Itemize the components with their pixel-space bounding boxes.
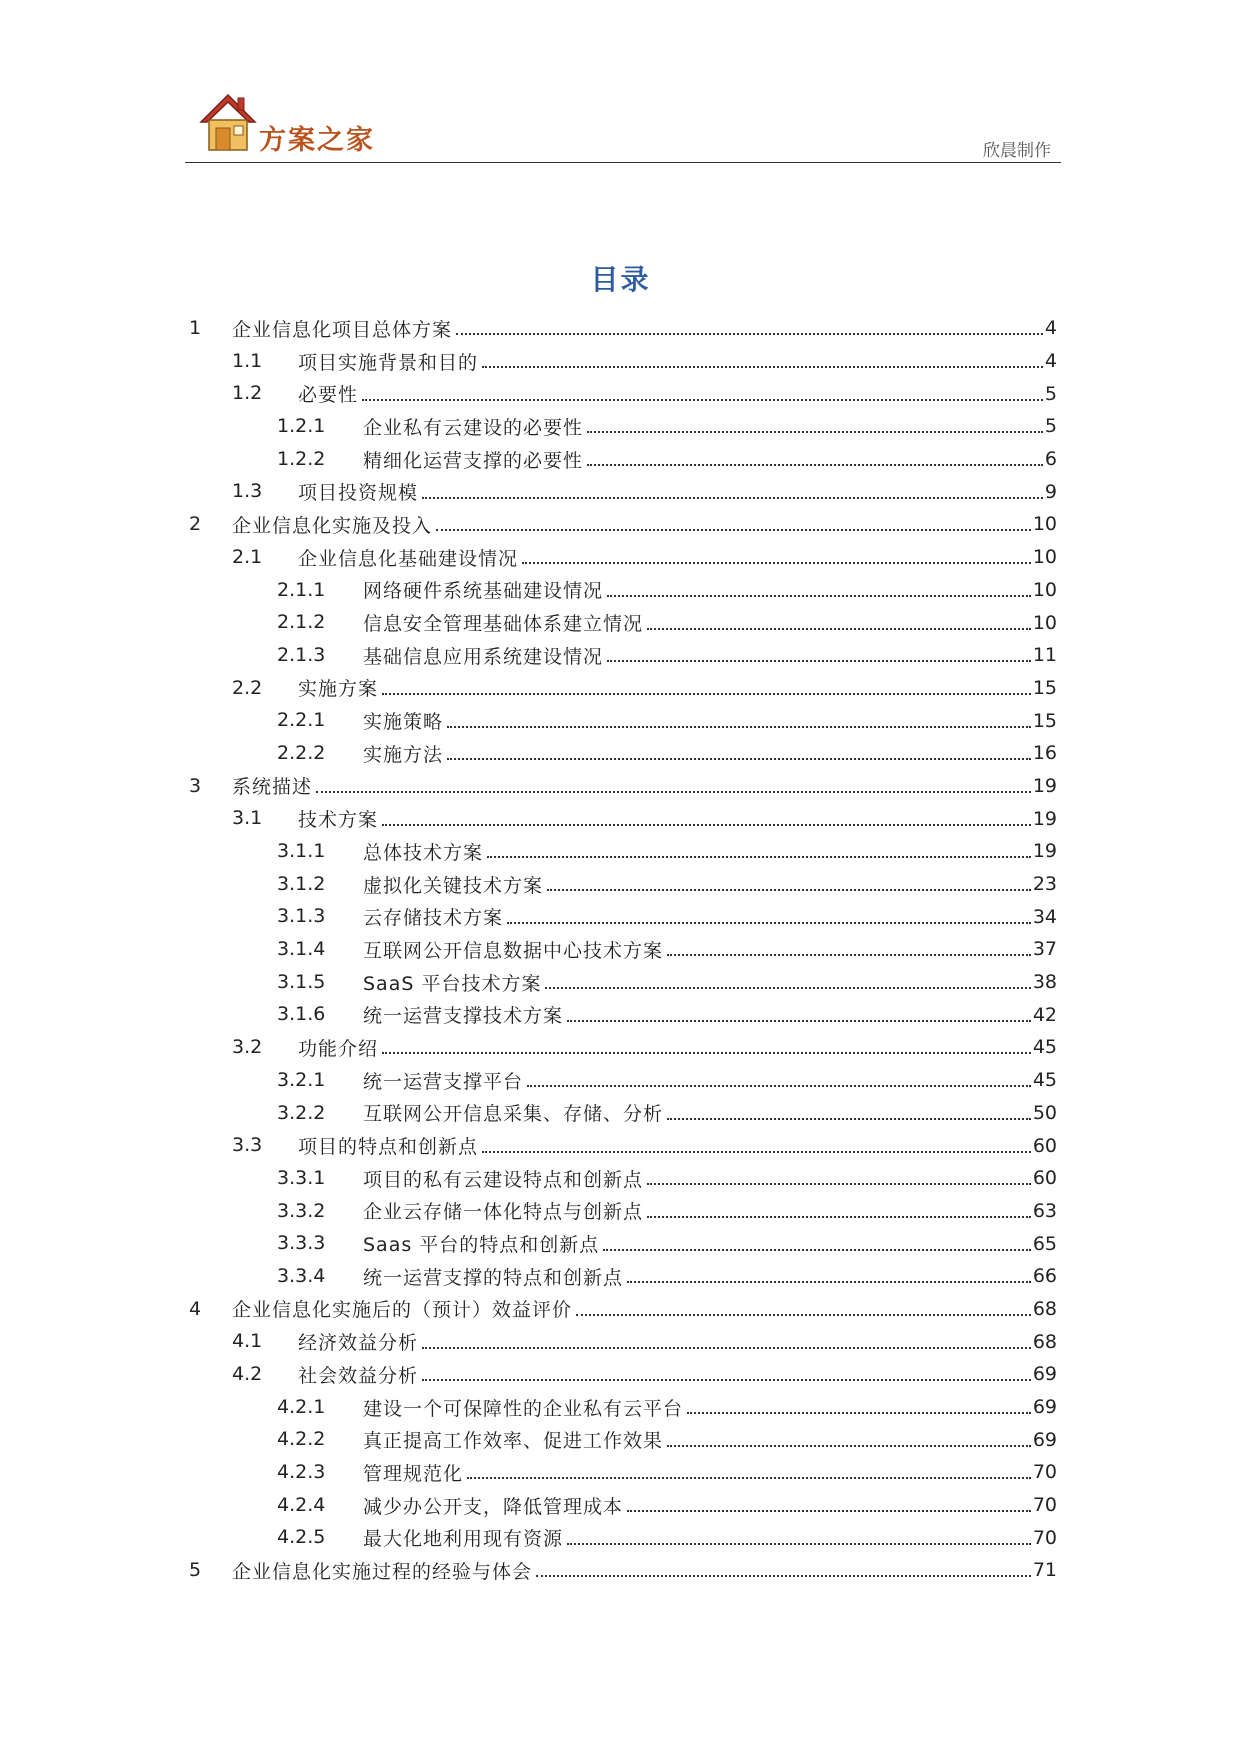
toc-entry-title: 企业信息化实施过程的经验与体会 (232, 1560, 533, 1583)
dot-leader (522, 562, 1031, 564)
toc-entry-body (363, 933, 1057, 966)
toc-entry[interactable] (189, 1195, 1057, 1228)
toc-entry-page: 45 (1032, 1036, 1057, 1059)
toc-entry[interactable] (189, 1129, 1057, 1162)
toc-entry-title: 网络硬件系统基础建设情况 (363, 580, 604, 603)
dot-leader (422, 497, 1043, 499)
toc-entry-page: 19 (1032, 774, 1057, 797)
toc-entry-title: 经济效益分析 (298, 1332, 419, 1355)
toc-entry-page: 37 (1032, 938, 1057, 961)
toc-entry-number: 4.2.3 (277, 1461, 326, 1484)
toc-entry[interactable] (189, 900, 1057, 933)
toc-entry-title: 精细化运营支撑的必要性 (363, 449, 584, 472)
toc-entry-body (363, 900, 1057, 933)
toc-entry-number: 3.1.5 (277, 970, 326, 993)
toc-entry[interactable] (189, 443, 1057, 476)
toc-entry-page: 9 (1044, 480, 1057, 503)
toc-entry-page: 68 (1032, 1330, 1057, 1353)
toc-entry-number: 1.2.1 (277, 415, 326, 438)
toc-entry[interactable] (189, 802, 1057, 835)
dot-leader (536, 1575, 1031, 1577)
house-icon (197, 92, 259, 154)
toc-entry-page: 19 (1032, 807, 1057, 830)
toc-entry-number: 2.1.1 (277, 578, 326, 601)
toc-entry-body (363, 1391, 1057, 1424)
dot-leader (647, 628, 1031, 630)
toc-entry-title: 基础信息应用系统建设情况 (363, 645, 604, 668)
toc-entry-body (363, 1064, 1057, 1097)
toc-entry-title: 企业私有云建设的必要性 (363, 416, 584, 439)
dot-leader (667, 954, 1031, 956)
toc-entry-number: 3.3.4 (277, 1264, 326, 1287)
table-of-contents (189, 312, 1057, 1587)
toc-entry[interactable] (189, 639, 1057, 672)
toc-entry-body (363, 835, 1057, 868)
toc-entry-page: 71 (1032, 1559, 1057, 1582)
dot-leader (487, 856, 1031, 858)
toc-entry-body (363, 1456, 1057, 1489)
dot-leader (576, 1314, 1031, 1316)
toc-entry-page: 70 (1032, 1461, 1057, 1484)
toc-entry-body (298, 541, 1057, 574)
toc-entry-body (232, 312, 1057, 345)
dot-leader (627, 1281, 1031, 1283)
toc-entry-title: 实施方法 (363, 743, 444, 766)
toc-entry-body (363, 574, 1057, 607)
toc-entry-page: 69 (1032, 1396, 1057, 1419)
toc-entry[interactable] (189, 1162, 1057, 1195)
toc-entry[interactable] (189, 868, 1057, 901)
toc-entry-page: 10 (1032, 611, 1057, 634)
toc-entry-body (232, 1293, 1057, 1326)
toc-entry-body (363, 1260, 1057, 1293)
toc-entry-title: 项目投资规模 (298, 482, 419, 505)
toc-entry[interactable] (189, 1554, 1057, 1587)
toc-entry-title: 互联网公开信息数据中心技术方案 (363, 939, 664, 962)
maker-label: 欣晨制作 (983, 141, 1051, 161)
toc-entry-body (298, 1325, 1057, 1358)
toc-entry-number: 3.3.3 (277, 1232, 326, 1255)
toc-entry-page: 68 (1032, 1297, 1057, 1320)
toc-entry[interactable] (189, 312, 1057, 345)
toc-entry[interactable] (189, 345, 1057, 378)
dot-leader (667, 1118, 1031, 1120)
toc-entry-number: 1.1 (232, 349, 263, 372)
dot-leader (587, 464, 1043, 466)
toc-entry-body (363, 410, 1057, 443)
toc-entry-title: 建设一个可保障性的企业私有云平台 (363, 1397, 684, 1420)
dot-leader (467, 1477, 1031, 1479)
toc-entry[interactable] (189, 770, 1057, 803)
toc-entry-body (363, 966, 1057, 999)
toc-entry-page: 15 (1032, 709, 1057, 732)
dot-leader (482, 1151, 1031, 1153)
toc-entry-number: 4.2.5 (277, 1526, 326, 1549)
toc-entry-title: 项目的私有云建设特点和创新点 (363, 1168, 644, 1191)
toc-entry-title: 实施策略 (363, 711, 444, 734)
dot-leader (447, 758, 1031, 760)
dot-leader (362, 399, 1043, 401)
toc-entry-title: Saas 平台的特点和创新点 (363, 1234, 600, 1257)
toc-entry-number: 4.1 (232, 1330, 263, 1353)
dot-leader (603, 1249, 1031, 1251)
toc-entry-number: 2.1.2 (277, 611, 326, 634)
dot-leader (567, 1543, 1031, 1545)
toc-entry-body (298, 1129, 1057, 1162)
toc-entry-number: 4.2.4 (277, 1493, 326, 1516)
toc-entry[interactable] (189, 475, 1057, 508)
toc-entry-number: 3.2 (232, 1036, 263, 1059)
toc-entry-page: 70 (1032, 1526, 1057, 1549)
toc-entry-title: 技术方案 (298, 809, 379, 832)
toc-entry[interactable] (189, 704, 1057, 737)
toc-entry[interactable] (189, 1423, 1057, 1456)
toc-entry-body (298, 1358, 1057, 1391)
toc-entry-page: 4 (1044, 317, 1057, 340)
toc-entry-title: 统一运营支撑平台 (363, 1070, 524, 1093)
toc-entry-page: 50 (1032, 1101, 1057, 1124)
toc-entry[interactable] (189, 1325, 1057, 1358)
toc-entry-page: 10 (1032, 513, 1057, 536)
toc-entry-page: 69 (1032, 1363, 1057, 1386)
toc-entry-body (298, 1031, 1057, 1064)
toc-entry-body (298, 345, 1057, 378)
toc-entry-number: 5 (189, 1559, 202, 1582)
toc-entry[interactable] (189, 672, 1057, 705)
toc-entry-title: 互联网公开信息采集、存储、分析 (363, 1103, 664, 1126)
dot-leader (527, 1085, 1031, 1087)
toc-entry-number: 2.2.2 (277, 741, 326, 764)
toc-entry-number: 4 (189, 1297, 202, 1320)
toc-entry-body (363, 1489, 1057, 1522)
toc-entry-body (232, 508, 1057, 541)
dot-leader (507, 922, 1031, 924)
toc-entry-page: 23 (1032, 873, 1057, 896)
toc-entry-page: 5 (1044, 415, 1057, 438)
toc-entry-page: 42 (1032, 1003, 1057, 1026)
toc-entry[interactable] (189, 574, 1057, 607)
toc-entry-page: 19 (1032, 840, 1057, 863)
dot-leader (482, 366, 1043, 368)
toc-entry-number: 3 (189, 774, 202, 797)
toc-entry-body (363, 606, 1057, 639)
toc-entry-number: 3.1 (232, 807, 263, 830)
toc-entry[interactable] (189, 1227, 1057, 1260)
toc-entry-number: 3.1.6 (277, 1003, 326, 1026)
dot-leader (316, 791, 1031, 793)
toc-entry-number: 2 (189, 513, 202, 536)
toc-entry[interactable] (189, 410, 1057, 443)
toc-entry-number: 2.2 (232, 676, 263, 699)
toc-entry-page: 45 (1032, 1069, 1057, 1092)
logo (197, 92, 417, 156)
dot-leader (382, 824, 1031, 826)
toc-entry[interactable] (189, 606, 1057, 639)
toc-title: 目录 (590, 263, 651, 296)
toc-entry-title: 信息安全管理基础体系建立情况 (363, 613, 644, 636)
toc-entry-number: 3.1.1 (277, 840, 326, 862)
toc-entry-number: 3.1.4 (277, 938, 326, 961)
toc-entry-page: 6 (1044, 448, 1057, 471)
toc-entry-page: 34 (1032, 905, 1057, 928)
logo-text: 方案之家 (259, 125, 375, 156)
toc-entry-body (363, 1521, 1057, 1554)
dot-leader (547, 889, 1031, 891)
toc-entry-title: 项目的特点和创新点 (298, 1136, 479, 1159)
toc-entry-number: 2.1 (232, 545, 263, 568)
toc-entry[interactable] (189, 835, 1057, 868)
toc-entry-title: 统一运营支撑的特点和创新点 (363, 1266, 624, 1289)
dot-leader (436, 529, 1031, 531)
dot-leader (667, 1445, 1031, 1447)
dot-leader (382, 693, 1031, 695)
toc-entry-title: 真正提高工作效率、促进工作效果 (363, 1430, 664, 1453)
toc-entry[interactable] (189, 508, 1057, 541)
toc-entry-page: 38 (1032, 971, 1057, 994)
toc-entry[interactable] (189, 1489, 1057, 1522)
dot-leader (382, 1052, 1031, 1054)
toc-entry-number: 4.2.1 (277, 1395, 326, 1418)
toc-entry-page: 16 (1032, 742, 1057, 765)
dot-leader (607, 660, 1031, 662)
toc-entry-title: 企业信息化实施及投入 (232, 514, 433, 537)
toc-entry-number: 3.2.2 (277, 1101, 326, 1124)
toc-entry-body (363, 868, 1057, 901)
toc-entry-title: 项目实施背景和目的 (298, 351, 479, 374)
dot-leader (627, 1510, 1031, 1512)
page-header (185, 88, 1061, 163)
toc-entry-number: 4.2 (232, 1363, 263, 1385)
dot-leader (422, 1347, 1031, 1349)
toc-entry-title: 总体技术方案 (363, 841, 484, 864)
dot-leader (607, 595, 1031, 597)
toc-entry-body (363, 443, 1057, 476)
toc-entry-page: 66 (1032, 1265, 1057, 1288)
toc-entry-title: 企业信息化基础建设情况 (298, 547, 519, 570)
toc-entry-page: 11 (1032, 644, 1057, 667)
toc-entry-title: 功能介绍 (298, 1037, 379, 1060)
toc-entry-page: 5 (1044, 382, 1057, 405)
toc-entry-page: 70 (1032, 1494, 1057, 1517)
toc-entry-title: 社会效益分析 (298, 1364, 419, 1387)
toc-entry-body (363, 737, 1057, 770)
toc-entry-page: 4 (1044, 350, 1057, 373)
toc-entry-number: 1.2 (232, 382, 263, 405)
toc-entry-title: 统一运营支撑技术方案 (363, 1005, 564, 1028)
toc-entry-number: 1.2.2 (277, 447, 326, 470)
toc-entry-title: 实施方案 (298, 678, 379, 701)
toc-entry-title: 企业信息化实施后的（预计）效益评价 (232, 1299, 573, 1322)
toc-entry[interactable] (189, 377, 1057, 410)
toc-entry-body (363, 1227, 1057, 1260)
toc-entry-title: 管理规范化 (363, 1462, 464, 1485)
toc-entry-body (363, 1423, 1057, 1456)
toc-entry-body (298, 377, 1057, 410)
toc-entry-body (232, 770, 1057, 803)
toc-entry-page: 60 (1032, 1134, 1057, 1157)
toc-entry[interactable] (189, 1260, 1057, 1293)
toc-entry[interactable] (189, 1064, 1057, 1097)
toc-entry-title: 虚拟化关键技术方案 (363, 874, 544, 897)
dot-leader (647, 1183, 1031, 1185)
toc-entry-body (363, 639, 1057, 672)
toc-entry-number: 3.3.2 (277, 1199, 326, 1222)
dot-leader (567, 1020, 1031, 1022)
toc-entry[interactable] (189, 1521, 1057, 1554)
toc-entry[interactable] (189, 998, 1057, 1031)
toc-entry[interactable] (189, 1293, 1057, 1326)
toc-entry-number: 3.3 (232, 1134, 263, 1157)
toc-entry[interactable] (189, 1358, 1057, 1391)
toc-entry-title: 最大化地利用现有资源 (363, 1528, 564, 1551)
toc-entry-body (363, 1162, 1057, 1195)
toc-entry-title: 必要性 (298, 384, 359, 407)
toc-entry-number: 3.3.1 (277, 1166, 326, 1189)
toc-entry-title: SaaS 平台技术方案 (363, 972, 542, 995)
toc-entry-body (298, 802, 1057, 835)
toc-entry-page: 15 (1032, 676, 1057, 699)
toc-entry-page: 63 (1032, 1199, 1057, 1222)
dot-leader (456, 333, 1043, 335)
toc-entry[interactable] (189, 1097, 1057, 1130)
toc-entry-number: 2.1.3 (277, 643, 326, 666)
toc-entry-page: 10 (1032, 546, 1057, 569)
toc-entry[interactable] (189, 1031, 1057, 1064)
toc-entry-number: 3.1.3 (277, 905, 326, 928)
toc-entry-number: 2.2.1 (277, 709, 326, 732)
toc-entry-body (298, 672, 1057, 705)
dot-leader (447, 726, 1031, 728)
toc-entry-page: 10 (1032, 578, 1057, 601)
toc-entry-page: 69 (1032, 1428, 1057, 1451)
dot-leader (587, 431, 1043, 433)
toc-entry[interactable] (189, 966, 1057, 999)
toc-entry-title: 云存储技术方案 (363, 907, 504, 930)
toc-entry-number: 1.3 (232, 480, 263, 503)
toc-entry[interactable] (189, 1456, 1057, 1489)
toc-entry-title: 系统描述 (232, 776, 313, 799)
toc-entry-body (232, 1554, 1057, 1587)
toc-entry-body (298, 475, 1057, 508)
toc-entry-title: 企业信息化项目总体方案 (232, 318, 453, 341)
toc-entry-page: 65 (1032, 1232, 1057, 1255)
toc-entry[interactable] (189, 933, 1057, 966)
toc-entry-number: 4.2.2 (277, 1428, 326, 1451)
toc-entry-title: 减少办公开支，降低管理成本 (363, 1495, 624, 1518)
toc-entry-body (363, 704, 1057, 737)
toc-entry-body (363, 1195, 1057, 1228)
toc-entry-page: 60 (1032, 1167, 1057, 1190)
toc-entry-title: 企业云存储一体化特点与创新点 (363, 1201, 644, 1224)
toc-entry-number: 1 (189, 317, 202, 339)
toc-entry[interactable] (189, 541, 1057, 574)
header-divider (185, 162, 1061, 163)
toc-entry-body (363, 998, 1057, 1031)
toc-entry-number: 3.2.1 (277, 1068, 326, 1091)
dot-leader (687, 1412, 1031, 1414)
toc-entry-number: 3.1.2 (277, 872, 326, 895)
dot-leader (422, 1379, 1031, 1381)
toc-entry-body (363, 1097, 1057, 1130)
dot-leader (647, 1216, 1031, 1218)
toc-entry[interactable] (189, 737, 1057, 770)
toc-entry[interactable] (189, 1391, 1057, 1424)
dot-leader (545, 987, 1030, 989)
